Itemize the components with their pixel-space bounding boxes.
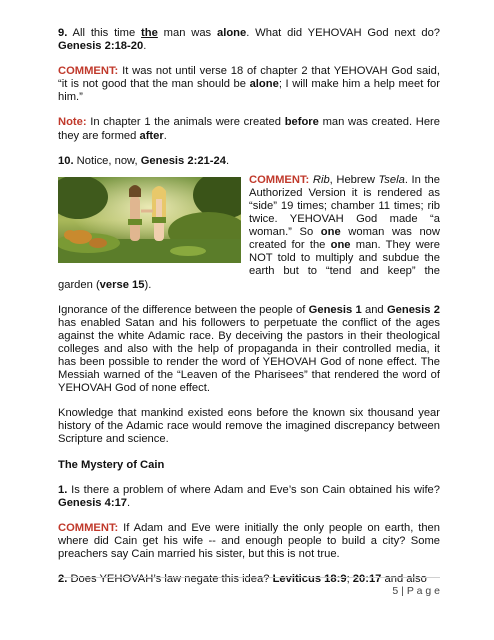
paragraph-q10: [58, 155, 440, 168]
question-number: 9.: [58, 27, 68, 39]
emphasis-alone: alone: [217, 27, 247, 39]
text: and: [361, 303, 387, 316]
text: All this time: [67, 27, 142, 39]
comment-label: COMMENT:: [249, 173, 310, 186]
text: Does YEHOVAH’s law negate this idea?: [67, 573, 273, 586]
heading-text: The Mystery of Cain: [58, 458, 165, 471]
scripture-reference: Genesis 1: [308, 303, 362, 316]
adam-and-eve-illustration: [58, 177, 241, 263]
scripture-reference: Genesis 2:21-24: [140, 154, 226, 167]
footer-rule: [58, 577, 440, 578]
text: .: [163, 129, 167, 142]
question-number: 10.: [58, 154, 74, 167]
text: .: [225, 154, 230, 167]
question-number: 2.: [58, 573, 68, 586]
emphasis-the: the: [141, 27, 158, 39]
text: man. They were NOT told to multiply and subdue the earth but to “tend and keep” the garden (: [58, 239, 440, 291]
text: It was not until verse 18 of chapter 2 that YEHOVAH God said, “it is not good that the man should be: [58, 65, 440, 91]
section-heading: [58, 459, 440, 472]
paragraph-note: [58, 116, 440, 142]
text: man was: [157, 27, 217, 39]
emphasis-one: one: [330, 239, 351, 252]
text: .: [143, 40, 147, 53]
scripture-reference: Genesis 2:18-20: [58, 40, 144, 53]
page-number-value: 5: [392, 585, 399, 597]
word-rib: Rib: [312, 173, 330, 186]
emphasis-one: one: [320, 226, 341, 239]
comment-label: COMMENT:: [58, 65, 119, 78]
paragraph-comment-1: [58, 65, 440, 104]
paragraph-q9: [58, 27, 440, 53]
text: , Hebrew: [329, 173, 379, 186]
word-tsela: Tsela: [378, 173, 405, 186]
text: man was created. Here they are formed: [58, 116, 440, 142]
document-body: [58, 27, 440, 598]
text: Is there a problem of where Adam and Eve’s son Cain obtained his wife?: [67, 483, 440, 496]
text: If Adam and Eve were initially the only people on earth, then where did Cain get his wife -- and enough people to build a city? Some preachers say Cain married his sister, but this is not true.: [58, 521, 440, 560]
emphasis-alone: alone: [249, 78, 279, 91]
text: In chapter 1 the animals were created: [86, 116, 285, 129]
text: ; I will make him a help meet for him.”: [58, 78, 440, 104]
text: and also: [381, 573, 427, 586]
text: has enabled Satan and his followers to perpetuate the conflict of the ages against the white Adamic race. By deceiving the pastors in their theological colleges and also with the help of propaganda in their controlled media, it has been possible to render the word of YEHOVAH God of none effect. The Messiah warned of the “Leaven of the Pharisees” that rendered the word of YEHOVAH God of none effect.: [58, 316, 440, 395]
scripture-reference: verse 15: [99, 278, 145, 291]
text: . What did YEHOVAH God next do?: [246, 27, 441, 39]
scripture-reference: Leviticus 18:9: [272, 573, 347, 586]
emphasis-before: before: [284, 116, 319, 129]
text: woman was now created for the: [249, 226, 440, 252]
scripture-reference: Genesis 2: [386, 303, 440, 316]
text: .: [127, 496, 131, 509]
emphasis-after: after: [139, 129, 164, 142]
paragraph-ignorance: [58, 304, 440, 396]
paragraph-q2: [58, 573, 440, 586]
scripture-reference: 20:17: [352, 573, 382, 586]
text: ).: [144, 278, 152, 291]
note-label: Note:: [58, 116, 87, 129]
paragraph-knowledge: Knowledge that mankind existed eons before the known six thousand year history of the Adamic race would remove the imagined discrepancy between Scripture and science.: [58, 407, 440, 446]
paragraph-comment-3: [58, 522, 440, 561]
page-number: [392, 585, 440, 597]
text: Notice, now,: [73, 154, 141, 167]
paragraph-q1: [58, 484, 440, 510]
page-label: P a g e: [406, 585, 440, 597]
text: ;: [346, 573, 353, 586]
text: Ignorance of the difference between the people of: [58, 303, 309, 316]
separator: |: [401, 585, 404, 597]
garden-painting-image: [58, 177, 241, 263]
comment-label: COMMENT:: [58, 521, 119, 534]
text: . In the Authorized Version it is rendered as “side” 19 times; chamber 11 times; rib twice. YEHOVAH God made “a woman.” So: [249, 173, 441, 239]
scripture-reference: Genesis 4:17: [58, 496, 128, 509]
question-number: 1.: [58, 483, 68, 496]
